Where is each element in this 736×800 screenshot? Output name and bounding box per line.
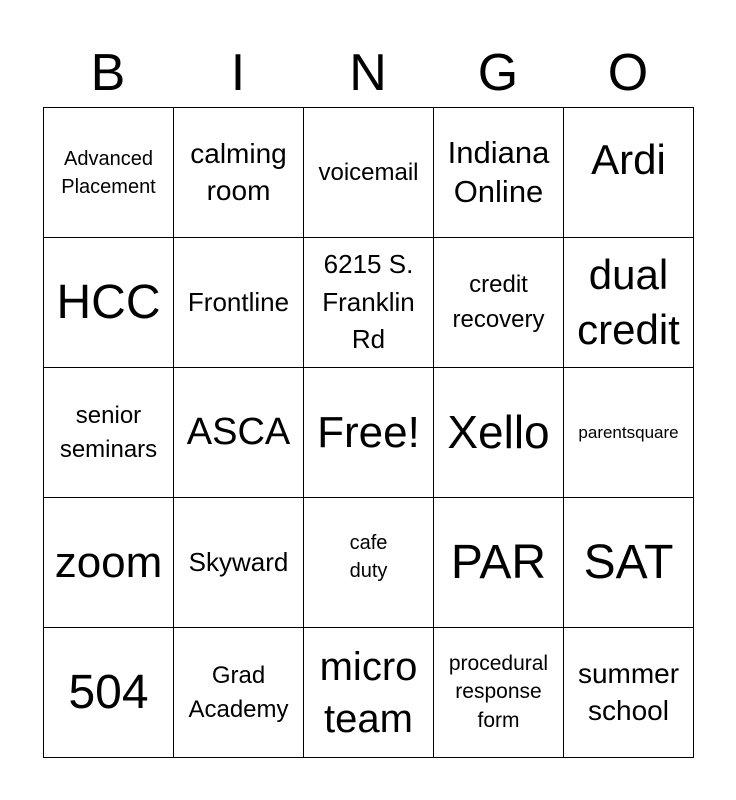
header-letter-n: N xyxy=(349,44,387,102)
bingo-header xyxy=(43,40,693,106)
cell-text: parentsquare xyxy=(578,422,679,442)
header-letter-g: G xyxy=(477,44,519,102)
bingo-cell[interactable] xyxy=(564,368,694,498)
cell-text: zoom xyxy=(54,538,163,587)
bingo-cell[interactable] xyxy=(44,108,174,238)
bingo-board xyxy=(43,107,694,758)
cell-text: micro team xyxy=(319,644,418,741)
cell-text: cafe duty xyxy=(349,531,388,582)
header-letter-o: O xyxy=(607,44,649,102)
bingo-cell[interactable] xyxy=(304,498,434,628)
cell-text: 504 xyxy=(68,665,149,719)
cell-text: Grad Academy xyxy=(188,661,289,723)
bingo-cell[interactable] xyxy=(174,238,304,368)
cell-text: Skyward xyxy=(188,546,289,577)
cell-text: procedural response form xyxy=(448,651,549,732)
bingo-cell[interactable] xyxy=(44,628,174,758)
bingo-cell[interactable] xyxy=(304,238,434,368)
bingo-cell[interactable] xyxy=(174,498,304,628)
bingo-cell[interactable] xyxy=(564,628,694,758)
bingo-cell[interactable] xyxy=(174,368,304,498)
bingo-cell[interactable] xyxy=(44,498,174,628)
cell-text: credit recovery xyxy=(452,270,545,333)
bingo-cell[interactable] xyxy=(304,368,434,498)
bingo-cell[interactable] xyxy=(174,108,304,238)
cell-text: HCC xyxy=(56,275,161,329)
cell-text: ASCA xyxy=(186,410,291,453)
bingo-cell[interactable] xyxy=(564,498,694,628)
cell-text: Advanced Placement xyxy=(61,147,156,198)
bingo-cell[interactable] xyxy=(304,108,434,238)
bingo-cell[interactable] xyxy=(564,108,694,238)
header-letter-i: I xyxy=(230,44,246,102)
bingo-cell[interactable] xyxy=(434,368,564,498)
bingo-cell[interactable] xyxy=(304,628,434,758)
cell-text: summer school xyxy=(577,658,680,726)
cell-text: dual credit xyxy=(577,250,680,353)
cell-text: voicemail xyxy=(318,158,419,186)
cell-text: PAR xyxy=(450,535,547,589)
header-letter-b: B xyxy=(90,44,126,102)
bingo-cell[interactable] xyxy=(434,628,564,758)
bingo-cell[interactable] xyxy=(44,238,174,368)
cell-text: Xello xyxy=(447,406,550,459)
cell-text: Indiana Online xyxy=(447,134,550,209)
cell-text: calming room xyxy=(190,138,287,206)
cell-text: senior seminars xyxy=(59,401,158,463)
bingo-cell[interactable] xyxy=(174,628,304,758)
bingo-cell[interactable] xyxy=(434,108,564,238)
cell-text: Ardi xyxy=(591,136,666,184)
cell-text: SAT xyxy=(583,535,674,589)
cell-text: 6215 S. Franklin Rd xyxy=(322,248,415,355)
bingo-cell[interactable] xyxy=(44,368,174,498)
bingo-cell[interactable] xyxy=(434,238,564,368)
cell-text: Free! xyxy=(317,408,420,457)
bingo-cell[interactable] xyxy=(434,498,564,628)
cell-text: Frontline xyxy=(187,286,290,317)
bingo-cell[interactable] xyxy=(564,238,694,368)
